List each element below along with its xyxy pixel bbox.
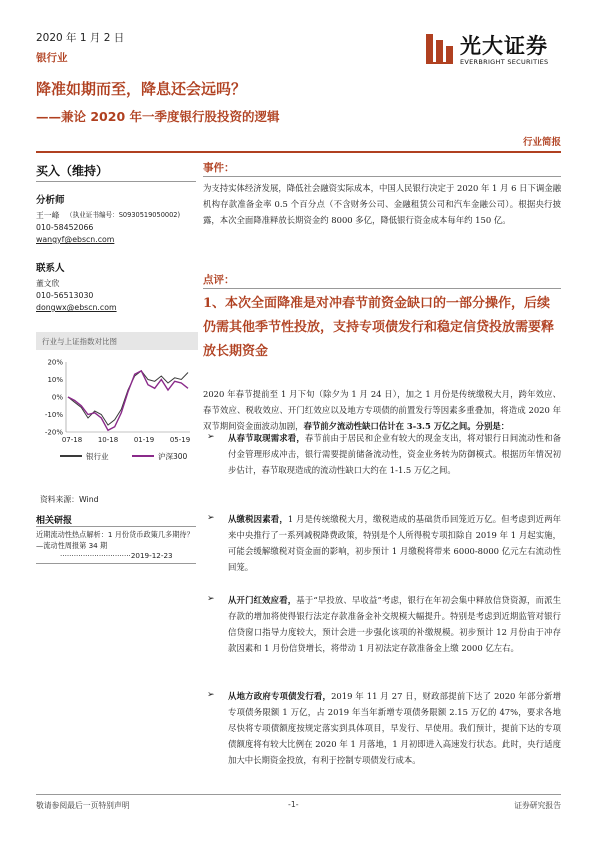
point1-heading: 1、本次全面降准是对冲春节前资金缺口的一部分操作，后续仍需其他季节性投放，支持专项债发行和稳定信贷投放需要释放长期资金	[203, 296, 555, 359]
bullet-text: 2019 年 11 月 27 日，财政部提前下达了 2020 年部分新增专项债务限额 1 万亿，占 2019 年当年新增专项债务限额 2.15 万亿的 47%，要求各地尽快将专项债额度按规定落实到具体项目，早发行、早使用。我们预计，提前下达的专项债额度将有较大比例在 2020 年 1 月落地，1 月初即进入高速发行状态。此时，央行适度加大中长期资金投放，有利于控制专项债发行成本。	[228, 691, 562, 765]
company-logo-icon	[424, 32, 456, 66]
bullet-text: 春节前由于居民和企业有较大的现金支出，将对银行日间流动性和备付金管理形成冲击，银行需要提前储备流动性，资金业务转为防御模式。根据历年情况初步估计，春节取现造成的流动性缺口大约在 1-1.5 万亿之间。	[228, 433, 562, 475]
chart-series-line-1	[68, 371, 188, 431]
bullet-text: 1 月是传统缴税大月，缴税造成的基础货币回笼近万亿。但考虑到近两年来中央推行了一系列减税降费政策，特别是个人所得税专项扣除自 2019 年 1 月起实施，可能会缓解缴税对资金面的影响，初步预计 1 月缴税将带来 6000-8000 亿元左右流动性回笼。	[228, 514, 561, 572]
chart-x-tick-label: 05-19	[169, 436, 191, 444]
sector-label: 银行业	[36, 52, 68, 64]
analyst-name: 王一峰	[36, 211, 60, 220]
chart-y-tick-label: -20%	[44, 428, 63, 437]
bullet-arrow-icon: ➢	[207, 432, 215, 442]
intro-text: 2020 年春节提前至 1 月下旬（除夕为 1 月 24 日），加之 1 月份是传统缴税大月，跨年效应、春节效应、税收效应、开门红效应以及地方专项债的前置发行等因素多重叠加，将造成 2020 年双节期间资金面波动加剧，	[203, 389, 561, 431]
bullet-paragraph	[228, 430, 561, 478]
report-type: 行业简报	[522, 137, 561, 148]
comment-heading: 点评：	[203, 274, 235, 286]
bullet-paragraph	[228, 511, 561, 575]
related-research-date: ·······························2019-12-23	[60, 551, 173, 560]
footer-disclaimer: 敬请参阅最后一页特别声明	[36, 801, 130, 810]
chart-x-tick-label: 07-18	[61, 436, 83, 444]
bullet-lead: 从缴税因素看，	[228, 514, 288, 524]
related-research-heading: 相关研报	[36, 516, 73, 526]
page-number: -1-	[288, 800, 299, 809]
chart-y-tick-label: 10%	[47, 376, 63, 384]
bullet-lead: 从春节取现需求看，	[228, 433, 305, 443]
index-comparison-chart	[36, 352, 198, 492]
report-date: 2020 年 1 月 2 日	[36, 32, 125, 44]
bullet-lead: 从开门红效应看，	[228, 595, 297, 605]
chart-y-tick-label: 20%	[47, 358, 63, 367]
chart-legend-label: 沪深300	[158, 452, 188, 461]
comment-divider	[203, 288, 561, 289]
related-divider-bottom	[36, 563, 196, 564]
contact-heading: 联系人	[36, 263, 65, 274]
bullet-lead: 从地方政府专项债发行看，	[228, 691, 332, 701]
footer-divider	[36, 794, 561, 795]
bullet-arrow-icon: ➢	[207, 513, 215, 523]
chart-legend-label: 银行业	[86, 452, 109, 461]
report-title: 降准如期而至，降息还会远吗？	[36, 80, 247, 98]
chart-y-tick-label: -10%	[44, 411, 63, 419]
analyst-email-link[interactable]: wangyf@ebscn.com	[36, 235, 115, 244]
chart-title: 行业与上证指数对比图	[36, 332, 198, 350]
analyst-heading: 分析师	[36, 195, 65, 206]
contact-email-link[interactable]: dongwx@ebscn.com	[36, 303, 117, 312]
chart-x-tick-label: 01-19	[133, 436, 155, 444]
company-logo-name: 光大证券	[460, 33, 548, 58]
event-heading: 事件：	[203, 162, 235, 174]
header-divider	[36, 151, 561, 153]
chart-series-line-0	[68, 371, 188, 425]
analyst-phone: 010-58452066	[36, 223, 94, 232]
bullet-paragraph	[228, 592, 561, 656]
intro-bold-text: 春节前夕流动性缺口估计在 3-3.5 万亿之间。分别是：	[303, 421, 510, 431]
chart-source: 资料来源：Wind	[40, 495, 99, 504]
related-research-link[interactable]: 近期流动性热点解析：1 月份货币政策几多期待？—流动性周报第 34 期	[36, 530, 194, 550]
footer-label: 证券研究报告	[514, 801, 561, 810]
report-subtitle: ——兼论 2020 年一季度银行股投资的逻辑	[36, 109, 280, 124]
event-paragraph: 为支持实体经济发展，降低社会融资实际成本，中国人民银行决定于 2020 年 1 月 6 日下调金融机构存款准备金率 0.5 个百分点（不含财务公司、金融租赁公司和汽车金融公司）。根据央行披露，本次全面降准释放长期资金约 8000 多亿，降低银行资金成本每年约 150 亿。	[203, 183, 561, 225]
rating: 买入（维持）	[36, 164, 109, 178]
bullet-arrow-icon: ➢	[207, 594, 215, 604]
contact-phone: 010-56513030	[36, 291, 94, 300]
chart-x-tick-label: 10-18	[97, 436, 119, 444]
related-divider-top	[36, 526, 196, 527]
bullet-arrow-icon: ➢	[207, 690, 215, 700]
intro-paragraph	[203, 386, 561, 434]
analyst-cert: （执业证书编号：S0930519050002)	[66, 211, 181, 219]
company-logo-en: EVERBRIGHT SECURITIES	[460, 58, 549, 66]
bullet-text: 基于“早投放、早收益”考虑，银行在年初会集中释放信贷资源，而派生存款的增加将使得银行法定存款准备金补交规模大幅提升。特别是考虑到近期监管对银行信贷窗口指导力度较大，预计会进一步强化该项的补缴规模。初步预计 12 月份由于冲存款因素和 1 月份信贷增长，将带动 1 月初法定存款准备金上缴 2000 亿左右。	[228, 595, 562, 653]
chart-y-tick-label: 0%	[51, 393, 63, 402]
event-divider	[203, 176, 561, 177]
rating-divider	[36, 181, 196, 182]
bullet-paragraph	[228, 688, 561, 768]
contact-name: 董文欣	[36, 279, 60, 288]
